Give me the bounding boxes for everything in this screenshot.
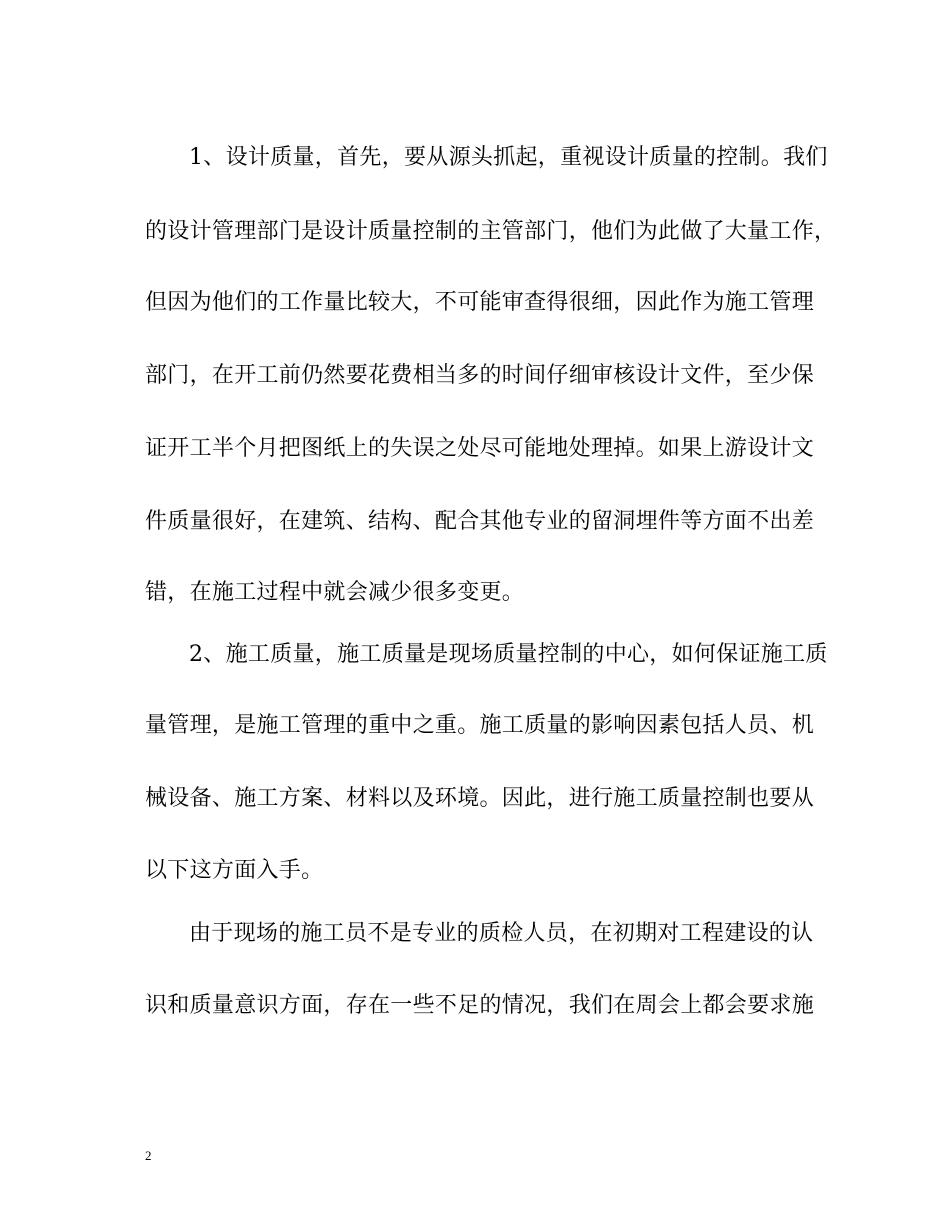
- paragraph-1-line-4: 部门，在开工前仍然要花费相当多的时间仔细审核设计文件，至少保: [145, 363, 815, 388]
- paragraph-1-line-1: 1、设计质量，首先，要从源头抓起，重视设计质量的控制。我们: [189, 145, 828, 170]
- paragraph-3-line-2: 识和质量意识方面，存在一些不足的情况，我们在周会上都会要求施: [145, 993, 815, 1018]
- paragraph-1-line-7: 错，在施工过程中就会减少很多变更。: [145, 580, 525, 605]
- page-number: 2: [145, 1148, 152, 1163]
- paragraph-2-line-3: 械设备、施工方案、材料以及环境。因此，进行施工质量控制也要从: [145, 786, 815, 811]
- paragraph-3-line-1: 由于现场的施工员不是专业的质检人员，在初期对工程建设的认: [189, 921, 814, 946]
- paragraph-1-line-5: 证开工半个月把图纸上的失误之处尽可能地处理掉。如果上游设计文: [145, 436, 815, 461]
- paragraph-1-line-3: 但因为他们的工作量比较大，不可能审查得很细，因此作为施工管理: [145, 290, 815, 315]
- paragraph-2-line-1: 2、施工质量，施工质量是现场质量控制的中心，如何保证施工质: [189, 642, 828, 667]
- paragraph-1-line-2: 的设计管理部门是设计质量控制的主管部门，他们为此做了大量工作，: [145, 219, 837, 244]
- paragraph-1-line-6: 件质量很好，在建筑、结构、配合其他专业的留洞埋件等方面不出差: [145, 509, 815, 534]
- paragraph-2-line-4: 以下这方面入手。: [145, 858, 324, 883]
- paragraph-2-line-2: 量管理，是施工管理的重中之重。施工质量的影响因素包括人员、机: [145, 713, 815, 738]
